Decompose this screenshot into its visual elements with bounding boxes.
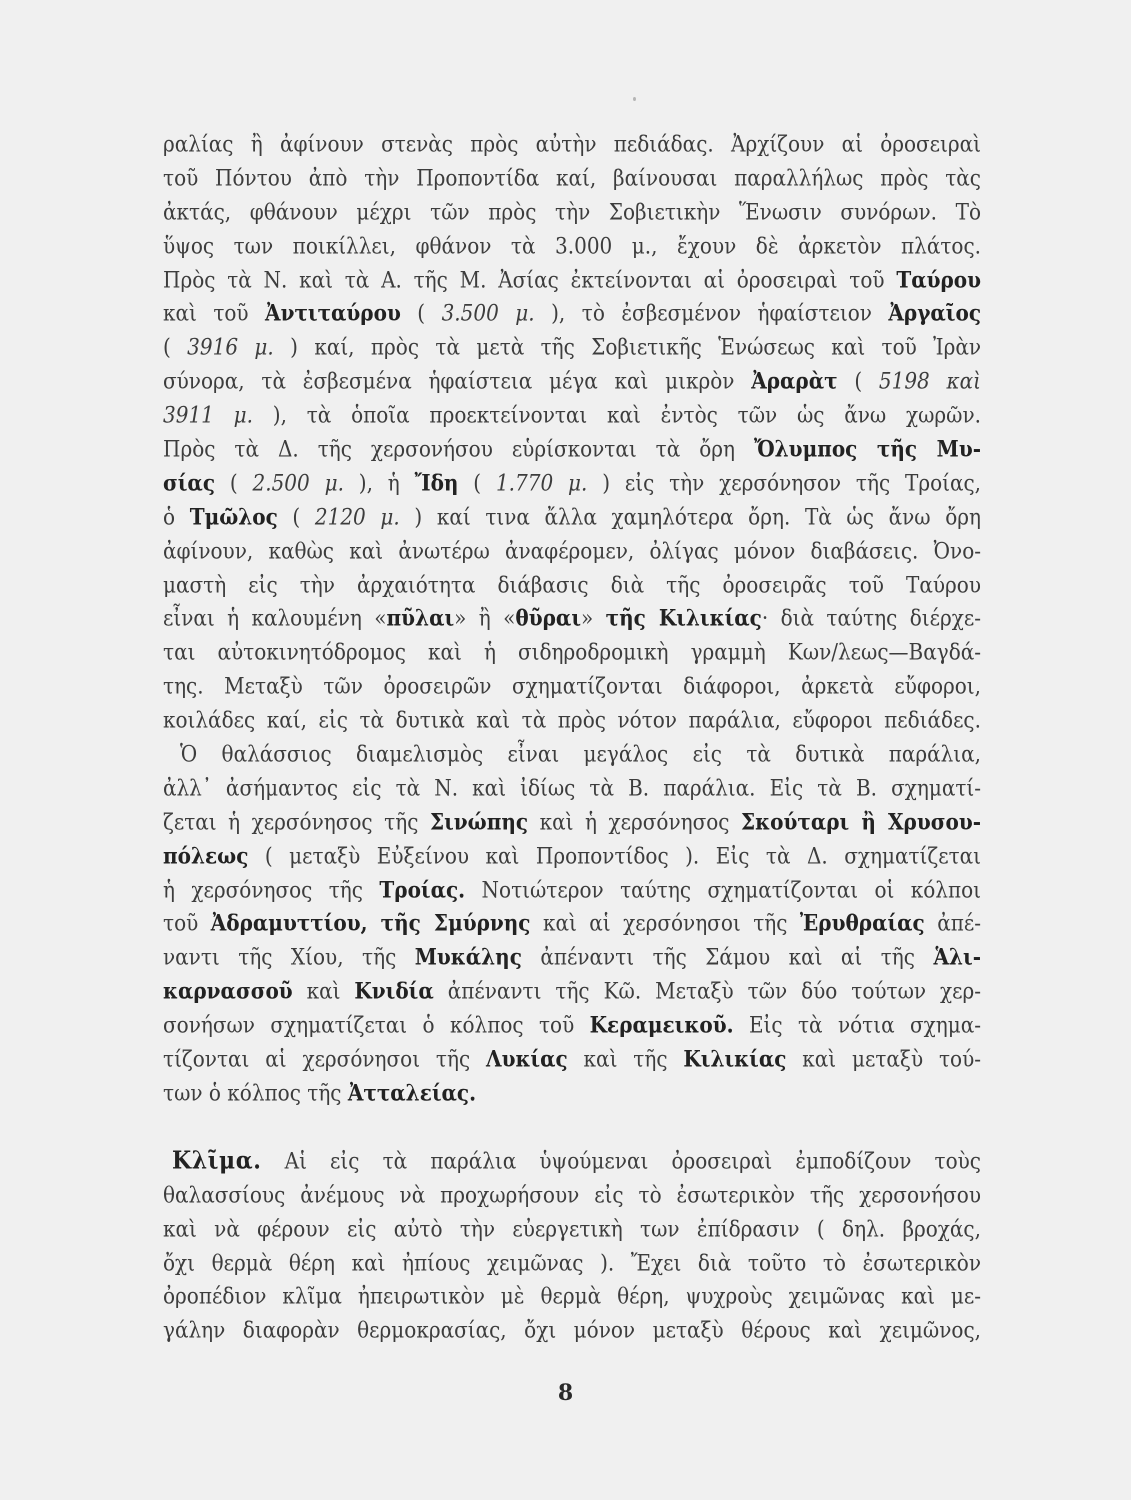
text-line	[163, 1245, 981, 1282]
text-line	[163, 499, 981, 536]
text-line	[163, 838, 981, 875]
text-line	[163, 465, 981, 502]
text-run: τοῦ Πόντου ἀπὸ τὴν Προποντίδα καί, βαίνουσαι παραλλήλως πρὸς τὰς	[163, 164, 981, 191]
text-line	[163, 634, 981, 671]
text-run: »	[581, 605, 606, 632]
text-run: σονήσων σχηματίζεται ὁ κόλπος τοῦ	[163, 1011, 590, 1039]
text-run: ), τὰ ὁποῖα προεκτείνονται καὶ ἐντὸς τῶν ὡς ἄνω χωρῶν.	[253, 401, 981, 429]
bold-term: θῦραι	[515, 605, 581, 632]
paragraph-coastline	[163, 738, 981, 1111]
text-line	[163, 228, 981, 265]
text-line	[163, 1177, 981, 1214]
italic-measure: 1.770 μ.	[495, 469, 588, 496]
text-run: ὄχι θερμὰ θέρη καὶ ἠπίους χειμῶνας ). Ἔχει διὰ τοῦτο τὸ ἐσωτερικὸν	[163, 1249, 981, 1276]
bold-term: Ἀτταλείας.	[347, 1079, 477, 1106]
paragraph-climate	[163, 1145, 981, 1348]
text-run: (	[837, 367, 879, 395]
bold-term: Ὄλυμπος τῆς Μυ-	[753, 435, 981, 462]
text-run: Πρὸς τὰ Ν. καὶ τὰ Α. τῆς Μ. Ἀσίας ἐκτείνονται αἱ ὀροσειραὶ τοῦ	[163, 266, 897, 293]
bold-term: Κνιδία	[354, 977, 434, 1005]
text-run: μαστὴ εἰς τὴν ἀρχαιότητα διάβασις διὰ τῆς ὀροσειρᾶς τοῦ Ταύρου	[163, 571, 981, 598]
text-run: καὶ τοῦ	[163, 299, 266, 327]
bold-term: καρνασσοῦ	[163, 977, 293, 1005]
italic-measure: 3911 μ.	[163, 401, 254, 429]
text-line	[163, 296, 981, 333]
text-line	[163, 567, 981, 604]
text-line	[163, 1007, 981, 1044]
text-line	[163, 160, 981, 197]
text-line	[163, 736, 981, 773]
bold-term: τῆς Κιλικίας	[605, 605, 762, 632]
text-line	[163, 431, 981, 468]
text-run: καὶ μεταξὺ τού-	[786, 1045, 981, 1072]
text-line	[163, 1041, 981, 1078]
text-run: ἡ χερσόνησος τῆς	[163, 876, 380, 903]
text-run: Αἱ εἰς τὰ παράλια ὑψούμεναι ὀροσειραὶ ἐμποδίζουν τοὺς	[261, 1147, 981, 1174]
text-line	[163, 906, 981, 943]
text-run: τοῦ	[163, 910, 211, 937]
text-run: ἀπέ-	[924, 910, 981, 937]
bold-term: Ἀδραμυττίου, τῆς Σμύρνης	[210, 910, 531, 937]
text-run: ὀροπέδιον κλῖμα ἠπειρωτικὸν μὲ θερμὰ θέρη, ψυχροὺς χειμῶνας καὶ με-	[163, 1282, 981, 1310]
text-line	[163, 262, 981, 299]
text-line	[163, 1143, 981, 1180]
text-run: ) καί, πρὸς τὰ μετὰ τῆς Σοβιετικῆς Ἑνώσεως καὶ τοῦ Ἰρὰν	[273, 333, 981, 361]
text-line	[163, 533, 981, 570]
text-run: σύνορα, τὰ ἐσβεσμένα ἡφαίστεια μέγα καὶ μικρὸν	[163, 367, 752, 395]
text-run: ναντι τῆς Χίου, τῆς	[163, 943, 415, 971]
text-run: της. Μεταξὺ τῶν ὀροσειρῶν σχηματίζονται διάφοροι, ἀρκετὰ εὔφοροι,	[163, 672, 981, 700]
text-line	[163, 872, 981, 909]
text-run: ἀπέναντι τῆς Σάμου καὶ αἱ τῆς	[521, 943, 934, 971]
body-text	[163, 128, 981, 1348]
text-run: ἀπέναντι τῆς Κῶ. Μεταξὺ τῶν δύο τούτων χερ-	[433, 977, 982, 1005]
bold-term: Τροίας.	[379, 876, 466, 903]
italic-measure: 5198 καὶ	[878, 367, 981, 395]
text-run: (	[215, 469, 253, 496]
text-run: ραλίας ἢ ἀφίνουν στενὰς πρὸς αὐτὴν πεδιάδας. Ἀρχίζουν αἱ ὀροσειραὶ	[163, 130, 981, 157]
bold-term: Κεραμεικοῦ.	[589, 1011, 734, 1039]
bold-term: Ἴδη	[414, 469, 459, 496]
text-line	[163, 329, 981, 366]
text-run: ἀλλ᾿ ἀσήμαντος εἰς τὰ Ν. καὶ ἰδίως τὰ Β. παράλια. Εἰς τὰ Β. σχηματί-	[163, 774, 981, 801]
text-run: Εἰς τὰ νότια σχημα-	[733, 1011, 981, 1039]
text-run: Νοτιώτερον ταύτης σχηματίζονται οἱ κόλποι	[465, 876, 981, 903]
text-run: των ὁ κόλπος τῆς	[163, 1079, 348, 1106]
bold-term: Ἀργαῖος	[888, 299, 981, 327]
bold-term: πῦλαι	[386, 605, 455, 632]
text-run: ) εἰς τὴν χερσόνησον τῆς Τροίας,	[587, 469, 982, 496]
text-run: τίζονται αἱ χερσόνησοι τῆς	[163, 1045, 487, 1072]
text-run: θαλασσίους ἀνέμους νὰ προχωρήσουν εἰς τὸ ἐσωτερικὸν τῆς χερσονήσου	[163, 1181, 981, 1208]
paragraph-mountains	[163, 128, 981, 738]
bold-term: Τμῶλος	[189, 503, 278, 530]
text-run: γάλην διαφορὰν θερμοκρασίας, ὄχι μόνον μεταξὺ θέρους καὶ χειμῶνος,	[163, 1316, 981, 1344]
bold-term: Λυκίας	[486, 1045, 568, 1072]
page-number: 8	[557, 1380, 574, 1406]
text-run: ἀφίνουν, καθὼς καὶ ἀνωτέρω ἀναφέρομεν, ὀλίγας μόνον διαβάσεις. Ὀνο-	[163, 537, 981, 564]
bold-term: Ἀντιταύρου	[265, 299, 401, 327]
italic-measure: 2.500 μ.	[252, 469, 344, 496]
text-run: ( μεταξὺ Εὐξείνου καὶ Προποντίδος ). Εἰς τὰ Δ. σχηματίζεται	[248, 842, 981, 869]
bold-term: Ἀραρὰτ	[751, 367, 838, 395]
text-line	[163, 804, 981, 841]
text-line	[163, 973, 981, 1010]
scan-speck	[633, 97, 636, 101]
text-run: ζεται ἡ χερσόνησος τῆς	[163, 808, 430, 835]
italic-measure: 3916 μ.	[187, 333, 274, 361]
bold-term: Ἐρυθραίας	[799, 910, 925, 937]
text-run: καὶ τῆς	[567, 1045, 684, 1072]
text-line	[163, 940, 981, 977]
text-line	[163, 601, 981, 638]
text-line	[163, 1075, 981, 1112]
italic-measure: 2120 μ.	[314, 503, 400, 530]
bold-term: Κιλικίας	[683, 1045, 787, 1072]
text-run: ὁ	[163, 503, 190, 530]
text-line	[163, 702, 981, 739]
text-run: (	[458, 469, 496, 496]
text-line	[163, 1211, 981, 1248]
text-run: ) καί τινα ἄλλα χαμηλότερα ὄρη. Τὰ ὡς ἄνω ὄρη	[399, 503, 981, 530]
text-run: (	[400, 299, 442, 327]
text-run: ὕψος των ποικίλλει, φθάνον τὰ 3.000 μ., ἔχουν δὲ ἀρκετὸν πλάτος.	[163, 232, 981, 259]
text-run: εἶναι ἡ καλουμένη «	[163, 605, 387, 632]
text-run: · διὰ ταύτης διέρχε-	[761, 605, 981, 632]
bold-term: Ταύρου	[896, 266, 981, 293]
text-line	[163, 668, 981, 705]
bold-term: Ἁλι-	[933, 943, 981, 971]
text-line	[163, 126, 981, 163]
text-run: καὶ αἱ χερσόνησοι τῆς	[530, 910, 800, 937]
section-heading: Κλῖμα.	[172, 1146, 262, 1175]
text-run: ται αὐτοκινητόδρομος καὶ ἡ σιδηροδρομικὴ γραμμὴ Κων/λεως—Βαγδά-	[163, 638, 981, 666]
text-run: καὶ νὰ φέρουν εἰς αὐτὸ τὴν εὐεργετικὴ των ἐπίδρασιν ( δηλ. βροχάς,	[163, 1215, 981, 1242]
bold-term: Σκούταρι ἢ Χρυσου-	[741, 808, 981, 835]
text-run: Ὁ θαλάσσιος διαμελισμὸς εἶναι μεγάλος εἰς τὰ δυτικὰ παράλια,	[180, 740, 981, 767]
text-line	[163, 363, 981, 400]
bold-term: πόλεως	[163, 842, 249, 869]
text-line	[163, 194, 981, 231]
text-run: (	[163, 333, 188, 361]
text-run: (	[277, 503, 315, 530]
bold-term: Μυκάλης	[414, 943, 522, 971]
text-run: ), ἡ	[343, 469, 415, 496]
text-run: καὶ ἡ χερσόνησος	[528, 808, 742, 835]
text-run: ἀκτάς, φθάνουν μέχρι τῶν πρὸς τὴν Σοβιετικὴν Ἕνωσιν συνόρων. Τὸ	[163, 198, 981, 225]
text-run: Πρὸς τὰ Δ. τῆς χερσονήσου εὑρίσκονται τὰ ὄρη	[163, 435, 754, 462]
text-run: ), τὸ ἐσβεσμένον ἡφαίστειον	[534, 299, 889, 327]
text-run: κοιλάδες καί, εἰς τὰ δυτικὰ καὶ τὰ πρὸς νότον παράλια, εὔφοροι πεδιάδες.	[163, 706, 981, 734]
text-line	[163, 770, 981, 807]
bold-term: σίας	[163, 469, 215, 496]
text-line	[163, 1279, 981, 1316]
text-line	[163, 397, 981, 434]
bold-term: Σινώπης	[429, 808, 529, 835]
text-run: καὶ	[292, 977, 355, 1005]
text-run: » ἢ «	[454, 605, 516, 632]
italic-measure: 3.500 μ.	[441, 299, 535, 327]
text-line	[163, 1312, 981, 1349]
